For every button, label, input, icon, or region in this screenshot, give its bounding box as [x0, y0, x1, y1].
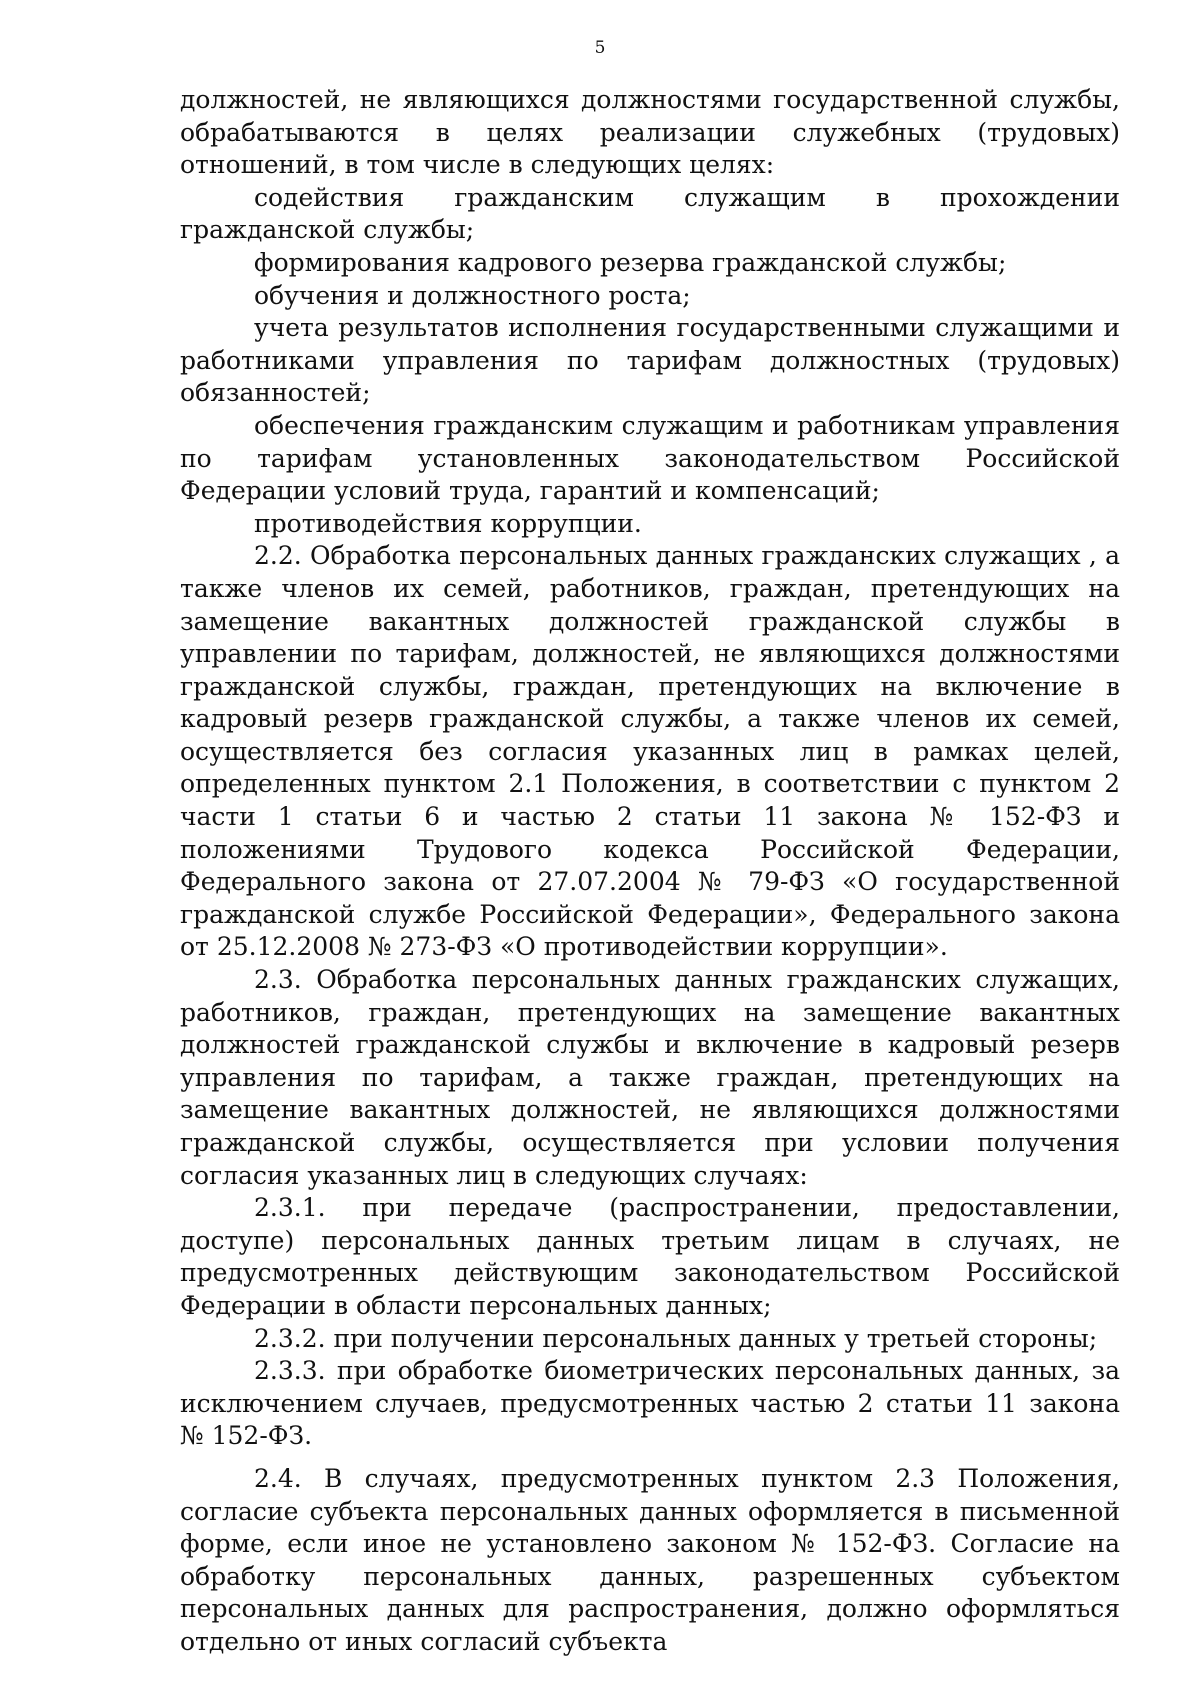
- paragraph-purpose-career: содействия гражданским служащим в прохождении гражданской службы;: [180, 182, 1120, 245]
- paragraph-purpose-accounting: учета результатов исполнения государственными служащими и работниками управления по тарифам должностных (трудовых) обязанностей;: [180, 313, 1120, 408]
- paragraph-2-3-2: 2.3.2. при получении персональных данных у третьей стороны;: [254, 1323, 1098, 1353]
- paragraph-purpose-training: обучения и должностного роста;: [254, 280, 691, 310]
- paragraph-2-4: 2.4. В случаях, предусмотренных пунктом 2.3 Положения, согласие субъекта персональных данных оформляется в письменной форме, если иное не установлено законом № 152-ФЗ. Согласие на обработку персональных данных, разрешенных субъектом персональных данных для распространения, должно оформляться отдельно от иных согласий субъекта: [180, 1463, 1120, 1656]
- document-body: [180, 84, 1120, 1659]
- paragraph-purpose-reserve: формирования кадрового резерва гражданской службы;: [254, 247, 1007, 277]
- paragraph-purpose-anticorruption: противодействия коррупции.: [254, 508, 642, 538]
- page-number: 5: [594, 38, 606, 58]
- paragraph-continuation: должностей, не являющихся должностями государственной службы, обрабатываются в целях реализации служебных (трудовых) отношений, в том числе в следующих целях:: [180, 85, 1120, 180]
- paragraph-2-3-1: 2.3.1. при передаче (распространении, предоставлении, доступе) персональных данных третьим лицам в случаях, не предусмотренных действующим законодательством Российской Федерации в области персональных данных;: [180, 1193, 1120, 1320]
- paragraph-2-3: 2.3. Обработка персональных данных гражданских служащих, работников, граждан, претендующих на замещение вакантных должностей гражданской службы и включение в кадровый резерв управления по тарифам, а также граждан, претендующих на замещение вакантных должностей, не являющихся должностями гражданской службы, осуществляется при условии получения согласия указанных лиц в следующих случаях:: [180, 965, 1120, 1190]
- paragraph-purpose-guarantees: обеспечения гражданским служащим и работникам управления по тарифам установленных законодательством Российской Федерации условий труда, гарантий и компенсаций;: [180, 410, 1120, 506]
- paragraph-2-3-3: 2.3.3. при обработке биометрических персональных данных, за исключением случаев, предусмотренных частью 2 статьи 11 закона № 152-ФЗ.: [180, 1356, 1120, 1451]
- paragraph-2-2: 2.2. Обработка персональных данных гражданских служащих , а также членов их семей, работников, граждан, претендующих на замещение вакантных должностей гражданской службы в управлении по тарифам, должностей, не являющихся должностями гражданской службы, граждан, претендующих на включение в кадровый резерв гражданской службы, а также членов их семей, осуществляется без согласия указанных лиц в рамках целей, определенных пунктом 2.1 Положения, в соответствии с пунктом 2 части 1 статьи 6 и частью 2 статьи 11 закона № 152-ФЗ и положениями Трудового кодекса Российской Федерации, Федерального закона от 27.07.2004 № 79-ФЗ «О государственной гражданской службе Российской Федерации», Федерального закона от 25.12.2008 № 273-ФЗ «О противодействии коррупции».: [180, 541, 1120, 962]
